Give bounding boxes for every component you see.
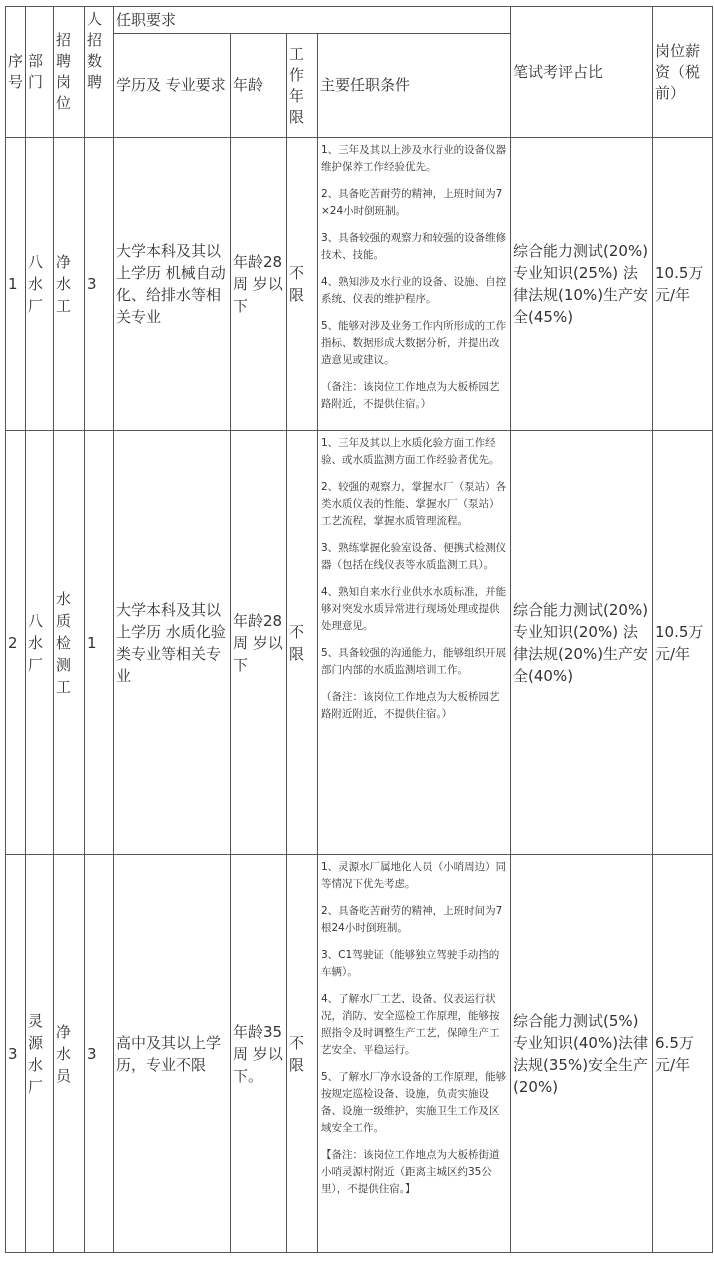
row-dept: 灵源水厂 [26, 855, 54, 1253]
condition-item: 1、灵源水厂属地化人员（小哨周边）同等情况下优先考虑。 [321, 861, 507, 890]
condition-note: （备注：该岗位工作地点为大板桥园艺路附近，不提供住宿。） [321, 381, 500, 410]
row-years: 不限 [287, 138, 318, 431]
condition-note: （备注：该岗位工作地点为大板桥园艺路附近附近，不提供住宿。） [321, 691, 500, 720]
header-position: 招聘岗位 [54, 7, 85, 138]
condition-item: 2、具备吃苦耐劳的精神，上班时间为7×24小时倒班制。 [321, 188, 503, 217]
row-age: 年龄28周 岁以下 [231, 138, 287, 431]
row-years: 不限 [287, 855, 318, 1253]
header-salary: 岗位薪资（税前） [653, 7, 713, 138]
row-count: 3 [85, 855, 114, 1253]
header-count: 人招数聘 [85, 7, 114, 138]
condition-item: 3、熟练掌握化验室设备、便携式检测仪器（包括在线仪表等水质监测工具）。 [321, 542, 507, 571]
row-exam: 综合能力测试(20%)专业知识(20%) 法律法规(20%)生产安全(40%) [511, 431, 653, 855]
condition-item: 2、较强的观察力，掌握水厂（泵站）各类水质仪表的性能、掌握水厂（泵站）工艺流程，掌握水质管理流程。 [321, 481, 507, 527]
condition-item: 4、熟知自来水行业供水水质标准，并能够对突发水质异常进行现场处理或提供处理意见。 [321, 586, 507, 632]
condition-note: 【备注：该岗位工作地点为大板桥街道小哨灵源村附近（距离主城区约35公里），不提供住宿。】 [321, 1149, 500, 1195]
row-seq: 2 [6, 431, 26, 855]
condition-item: 3、具备较强的观察力和较强的设备维修技术、技能。 [321, 232, 507, 261]
row-age: 年龄28周 岁以下 [231, 431, 287, 855]
row-exam: 综合能力测试(5%)专业知识(40%)法律法规(35%)安全生产(20%) [511, 855, 653, 1253]
row-edu: 大学本科及其以上学历 机械自动化、给排水等相关专业 [114, 138, 231, 431]
header-seq: 序号 [6, 7, 26, 138]
condition-item: 3、C1驾驶证（能够独立驾驶手动挡的车辆）。 [321, 949, 500, 978]
row-dept: 八水厂 [26, 138, 54, 431]
row-seq: 3 [6, 855, 26, 1253]
condition-item: 1、三年及其以上涉及水行业的设备仪器维护保养工作经验优先。 [321, 144, 507, 173]
row-years: 不限 [287, 431, 318, 855]
row-conditions [318, 431, 511, 855]
row-count: 1 [85, 431, 114, 855]
header-age: 年龄 [231, 34, 287, 138]
row-dept: 八水厂 [26, 431, 54, 855]
row-seq: 1 [6, 138, 26, 431]
header-conditions: 主要任职条件 [318, 34, 511, 138]
header-years: 工作年限 [287, 34, 318, 138]
row-age: 年龄35周 岁以下。 [231, 855, 287, 1253]
condition-item: 5、能够对涉及业务工作内所形成的工作指标、数据形成大数据分析，并提出改造意见或建议。 [321, 320, 507, 366]
condition-item: 2、具备吃苦耐劳的精神，上班时间为7根24小时倒班制。 [321, 905, 503, 934]
recruitment-table [5, 6, 713, 1253]
table-row [6, 855, 713, 1253]
table-row [6, 431, 713, 855]
header-requirements: 任职要求 [114, 7, 511, 34]
header-edu: 学历及 专业要求 [114, 34, 231, 138]
row-salary: 6.5万元/年 [653, 855, 713, 1253]
table-row [6, 138, 713, 431]
condition-item: 5、了解水厂净水设备的工作原理，能够按规定巡检设备、设施，负责实施设备、设施一级维护，实施卫生工作及区域安全工作。 [321, 1071, 507, 1134]
row-exam: 综合能力测试(20%)专业知识(25%) 法律法规(10%)生产安全(45%) [511, 138, 653, 431]
row-edu: 高中及其以上学历，专业不限 [114, 855, 231, 1253]
row-conditions [318, 855, 511, 1253]
row-salary: 10.5万元/年 [653, 431, 713, 855]
condition-item: 1、三年及其以上水质化验方面工作经验、或水质监测方面工作经验者优先。 [321, 437, 500, 466]
condition-item: 4、了解水厂工艺、设备、仪表运行状况，消防、安全巡检工作原理，能够按照指令及时调整生产工艺，保障生产工艺安全、平稳运行。 [321, 993, 500, 1056]
row-count: 3 [85, 138, 114, 431]
row-edu: 大学本科及其以上学历 水质化验类专业等相关专业 [114, 431, 231, 855]
row-position: 水质检测工 [54, 431, 85, 855]
row-position: 净水员 [54, 855, 85, 1253]
row-conditions [318, 138, 511, 431]
condition-item: 5、具备较强的沟通能力，能够组织开展部门内部的水质监测培训工作。 [321, 647, 507, 676]
header-dept: 部门 [26, 7, 54, 138]
header-exam: 笔试考评占比 [511, 7, 653, 138]
row-position: 净水工 [54, 138, 85, 431]
condition-item: 4、熟知涉及水行业的设备、设施、自控系统、仪表的维护程序。 [321, 276, 507, 305]
row-salary: 10.5万元/年 [653, 138, 713, 431]
